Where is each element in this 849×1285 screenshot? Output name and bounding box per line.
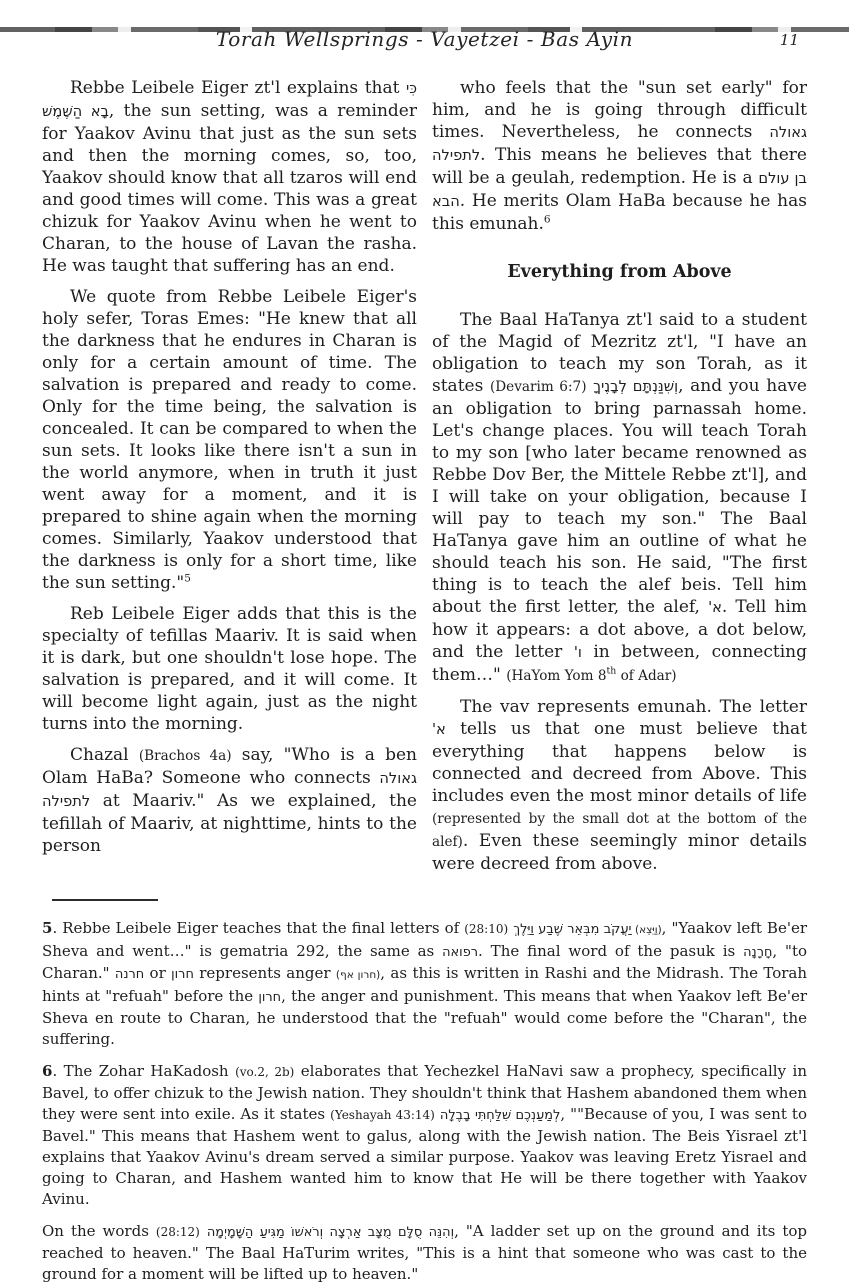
- text-run: Reb Leibele Eiger adds that this is the specialty of tefillas Maariv. It is said when it is dark, but one shouldn't lose hope. The salvation is prepared, and it will come. It will become light again, just as the night turns into the morning.: [42, 604, 417, 734]
- text-run: elaborates that Yechezkel HaNavi saw a prophecy, specifically in Bavel, to offer chizuk to the Jewish nation. They shouldn't think that Hashem abandoned them when they were sent into exile. As it states: [42, 1062, 807, 1123]
- text-run: , as this is written in Rashi and the Midrash. The Torah hints at "refuah" before the: [42, 964, 808, 1005]
- text-run: . Tell him how it appears: a dot above, a dot below, and the letter: [432, 597, 808, 662]
- hebrew-text: חָרָנָה: [743, 945, 773, 960]
- text-run: , "to Charan.": [42, 942, 808, 982]
- hebrew-text: גאולה לתפילה: [42, 770, 417, 810]
- text-run: , the sun setting, was a reminder for Yaakov Avinu that just as the sun sets and then the morning comes, so, too, Yaakov should know that all tzaros will end and good times will come. This was a great chizuk for Yaakov Avinu when he went to Charan, to the house of Lavan the rasha. He was taught that suffering has an end.: [42, 101, 417, 276]
- hebrew-phrase-group: [513, 919, 661, 937]
- text-run: who feels that the "sun set early" for him, and he is going through difficult times. Nevertheless, he connects: [432, 78, 807, 142]
- hebrew-text: רפואה: [442, 945, 479, 960]
- hebrew-text: כִּי בָא הַשֶּׁמֶשׁ: [42, 80, 417, 120]
- hebrew-text: חרנה: [114, 967, 145, 982]
- page: [0, 27, 849, 1285]
- citation-text: (HaYom Yom 8: [506, 668, 607, 684]
- text-run: , ""Because of you, I was sent to Bavel." This means that Hashem went to galus, along with the Jewish nation. The Beis Yisrael zt'l explains that Yaakov Avinu's dream served a similar purpose. Yaakov was leaving Eretz Yisrael and going to Charan, and Hashem wanted him to know that He will be there together with Yaakov Avinu.: [42, 1105, 807, 1208]
- citation-text: (Yeshayah 43:14): [330, 1108, 435, 1122]
- paragraph: [42, 77, 417, 277]
- hebrew-text: חרון: [258, 990, 282, 1005]
- hebrew-text: בן עולם הבא: [432, 170, 807, 210]
- page-title: Torah Wellsprings - Vayetzei - Bas Ayin: [215, 27, 634, 51]
- text-run: . The Zohar HaKadosh: [52, 1062, 236, 1080]
- text-run: The Baal HaTanya zt'l said to a student of the Magid of Mezritz zt'l, "I have an obligation to teach my son Torah, as it states: [432, 310, 807, 396]
- footnote-separator: [52, 899, 158, 901]
- text-run: at Maariv." As we explained, the tefillah of Maariv, at nighttime, hints to the person: [42, 791, 417, 856]
- citation-text: of Adar): [616, 668, 677, 684]
- hebrew-text: א': [708, 599, 722, 616]
- footnote-continuation: [42, 1221, 807, 1285]
- text-run: Chazal: [70, 745, 139, 765]
- text-run: tells us that one must believe that everything that happens below is connected and decreed from Above. This includes even the most minor details of life: [432, 719, 807, 806]
- text-run: represents anger: [193, 964, 336, 982]
- text-run: say, "Who is a ben Olam HaBa? Someone who connects: [42, 745, 417, 788]
- citation-text: (Brachos 4a): [138, 748, 232, 764]
- citation-superscript: th: [606, 665, 617, 677]
- hebrew-text: לְמַעַנְכֶם שִׁלַּחְתִּי בָבֶלָה: [439, 1108, 561, 1123]
- paragraph: [42, 286, 417, 594]
- citation-text: (vo.2, 2b): [235, 1065, 295, 1079]
- text-run: Rebbe Leibele Eiger zt'l explains that: [70, 78, 406, 98]
- document-page: [0, 27, 849, 1283]
- hebrew-text: א': [432, 721, 446, 738]
- footnotes: [42, 918, 807, 1285]
- text-run: . This means he believes that there will be a geulah, redemption. He is a: [432, 145, 807, 188]
- text-run: The vav represents emunah. The letter: [460, 697, 807, 717]
- hebrew-text: וְהִנֵּה סֻלָּם מֻצָּב אַרְצָה וְרֹאשׁוֹ מַגִּיעַ הַשָּׁמָיְמָה: [206, 1225, 455, 1240]
- text-run: or: [144, 964, 172, 982]
- footnote-reference: 6: [543, 213, 551, 226]
- text-run: [200, 1222, 207, 1240]
- left-column: [42, 77, 417, 875]
- text-run: , "Yaakov left Be'er Sheva and went…" is gematria 292, the same as: [42, 919, 807, 960]
- footnote-reference: 5: [184, 572, 191, 585]
- hebrew-text: יַעֲקֹב מִבְּאֵר שֶׁבַע וַיֵּלֶךְ: [513, 922, 632, 937]
- text-run: , "A ladder set up on the ground and its top reached to heaven." The Baal HaTurim writes, "This is a hint that someone who was cast to the ground for a moment will be lifted up to heaven.": [42, 1222, 807, 1283]
- footnote-number: 6: [42, 1062, 53, 1080]
- hebrew-text: ו': [573, 644, 582, 661]
- text-run: . The final word of the pasuk is: [478, 942, 744, 960]
- section-heading: Everything from Above: [507, 262, 732, 282]
- text-run: , the anger and punishment. This means that when Yaakov left Be'er Sheva en route to Charan, he understood that the "refuah" would come before the "Charan", the suffering.: [42, 987, 807, 1048]
- footnote-5: [42, 918, 807, 1050]
- citation-text: (represented by the small dot at the bottom of the alef): [432, 811, 807, 850]
- paragraph: [42, 603, 417, 735]
- hebrew-citation: (וַיֵּצֵא): [631, 924, 662, 936]
- page-number: 11: [779, 31, 799, 49]
- text-run: We quote from Rebbe Leibele Eiger's holy sefer, Toras Emes: "He knew that all the darkness that he endures in Charan is only for a certain amount of time. The salvation is prepared and ready to come. Only for the time being, the salvation is concealed. It can be compared to when the sun sets. It looks like there isn't a sun in the world anymore, when in truth it just went away for a moment, and it is prepared to shine again when the morning comes. Similarly, Yaakov understood that the darkness is only for a short time, like the sun setting.": [42, 287, 417, 593]
- text-run: , and you have an obligation to bring parnassah home. Let's change places. You will teach Torah to my son [who later became renowned as Rebbe Dov Ber, the Mittele Rebbe zt'l], and I will take on your obligation, because I will pay to teach my son." The Baal HaTanya gave him an outline of what he should teach his son. He said, "The first thing is to teach the alef beis. Tell him about the first letter, the alef,: [432, 376, 807, 617]
- citation-text: (Devarim 6:7): [489, 379, 587, 395]
- footnote-number: 5: [42, 919, 53, 937]
- page-header: [42, 27, 807, 53]
- citation-text: (28:12): [155, 1225, 200, 1239]
- paragraph: [42, 744, 417, 857]
- hebrew-text: גאולה לתפילה: [432, 124, 807, 164]
- two-column-body: [42, 77, 807, 875]
- paragraph: [432, 77, 807, 235]
- paragraph: [432, 309, 807, 687]
- citation-text: (28:10): [464, 922, 509, 936]
- right-column: [432, 77, 807, 875]
- hebrew-citation: (חרון אף): [335, 969, 381, 981]
- hebrew-text: חרון: [171, 967, 194, 982]
- footnote-6: [42, 1061, 807, 1210]
- text-run: . Even these seemingly minor details were decreed from above.: [432, 831, 807, 874]
- text-run: On the words: [42, 1222, 156, 1240]
- hebrew-text: וְשִׁנַּנְתָּם לְבָנֶיךָ: [593, 378, 679, 395]
- text-run: . Rebbe Leibele Eiger teaches that the final letters of: [52, 919, 465, 937]
- paragraph: [432, 696, 807, 875]
- text-run: . He merits Olam HaBa because he has this emunah.: [432, 191, 807, 234]
- text-run: in between, connecting them…": [432, 642, 807, 685]
